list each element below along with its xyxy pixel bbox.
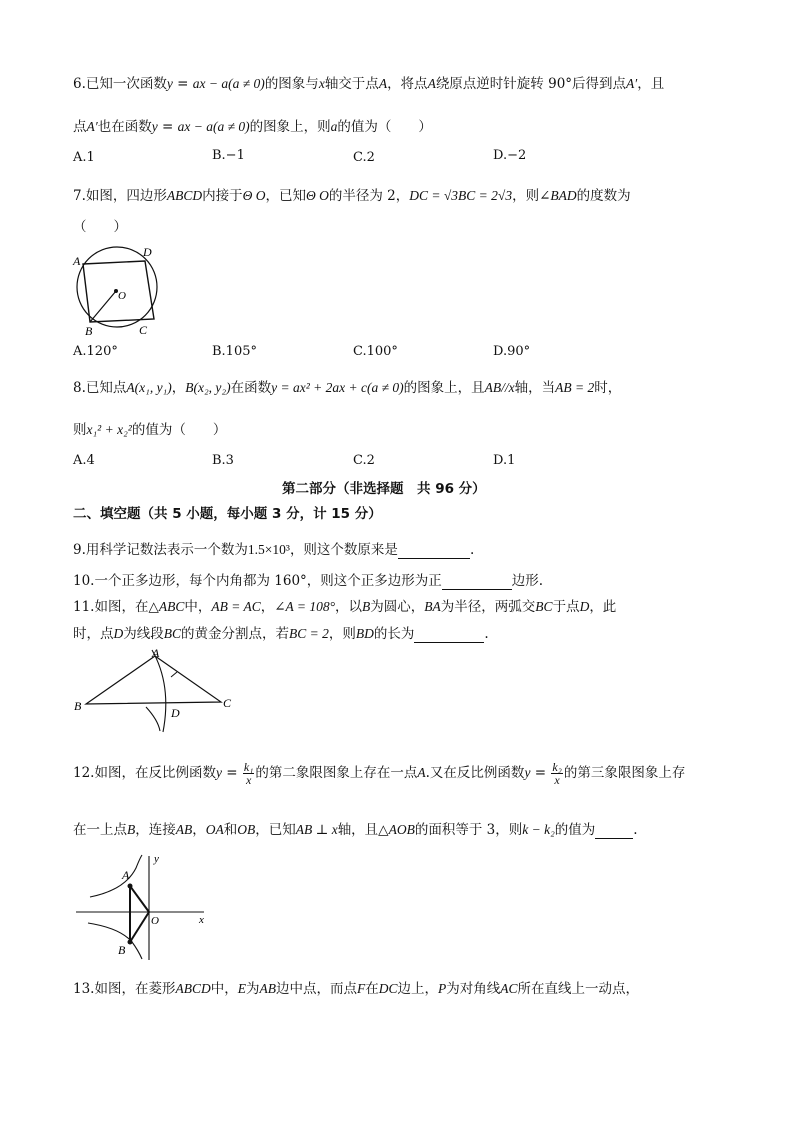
q11-tick: [171, 672, 177, 677]
q11-line-1: 11.如图，在△ABC中，AB = AC，∠A = 108°，以B为圆心，BA为半径，两弧交BC于点D，此: [73, 599, 617, 615]
q6-line-1: 6.已知一次函数y = ax − a(a ≠ 0)的图象与x轴交于点A，将点A绕原点逆时针旋转 90°后得到点A′，且: [73, 76, 665, 92]
q12-segment-oa: [130, 886, 149, 912]
q12-point-a: [128, 884, 133, 889]
q7-radius-ob: [90, 291, 116, 322]
q12-fraction-k1: $\frac{\text{k₁}}{x}$: [243, 760, 254, 787]
q8-line-2: 则x₁² + x₂²的值为（ ）: [73, 422, 227, 438]
q11-label-b: B: [74, 699, 82, 713]
q6-option-d: D.−2: [493, 148, 527, 163]
fill-in-section-heading: 二、填空题（共 5 小题，每小题 3 分，计 15 分）: [73, 506, 382, 522]
q7-option-b: B.105°: [212, 344, 257, 359]
q12-line-1: 12.如图，在反比例函数y = $\frac{\text{k₁}}{x}$ 的第二象限图象上存在一点A.又在反比例函数y = $\frac{\text{k₂}}{x}$ 的第三象限图象上存: [73, 760, 686, 787]
q7-option-c: C.100°: [353, 344, 398, 359]
q11-answer-blank[interactable]: [414, 626, 484, 643]
q11-label-c: C: [223, 696, 232, 710]
q9-answer-blank[interactable]: [398, 542, 470, 559]
q12-label-b: B: [118, 943, 126, 957]
q7-option-d: D.90°: [493, 344, 531, 359]
q12-label-a: A: [122, 868, 130, 882]
q12-point-b: [128, 940, 133, 945]
q12-label-y: y: [154, 853, 159, 865]
q11-figure: [70, 645, 245, 735]
q6-option-c: C.2: [353, 150, 375, 165]
q12-label-o: O: [151, 915, 159, 927]
q8-line-1: 8.已知点A(x₁, y₁)，B(x₂, y₂)在函数y = ax² + 2ax + c(a ≠ 0)的图象上，且AB//x轴，当AB = 2时，: [73, 380, 622, 396]
q12-answer-blank[interactable]: [595, 822, 633, 839]
q13-line-1: 13.如图，在菱形ABCD中，E为AB边中点，而点F在DC边上，P为对角线AC所在直线上一动点，: [73, 981, 640, 997]
q7-label-a: A: [73, 254, 81, 268]
q7-label-c: C: [139, 323, 148, 337]
q12-fraction-k2: $\frac{\text{k₂}}{x}$: [552, 760, 562, 787]
q11-line-2: 时，点D为线段BC的黄金分割点，若BC = 2，则BD的长为 .: [73, 626, 489, 642]
q7-line-1: 7.如图，四边形ABCD内接于Θ O，已知Θ O的半径为 2，DC = √3BC = 2√3，则∠BAD的度数为: [73, 188, 631, 204]
q11-triangle: [86, 656, 221, 704]
q8-option-c: C.2: [353, 453, 375, 468]
q8-option-d: D.1: [493, 453, 516, 468]
q7-label-d: D: [143, 245, 152, 259]
q11-label-a: A: [152, 646, 160, 660]
q10-line: 10.一个正多边形，每个内角都为 160°，则这个正多边形为正 边形.: [73, 573, 544, 589]
part-two-heading: 第二部分（非选择题 共 96 分）: [282, 481, 486, 497]
q7-option-a: A.120°: [73, 344, 118, 359]
q8-option-a: A.4: [73, 453, 95, 468]
q11-label-d: D: [171, 706, 180, 720]
q7-label-o: O: [118, 290, 126, 302]
q6-line-2: 点A′也在函数y = ax − a(a ≠ 0)的图象上，则a的值为（ ）: [73, 119, 432, 135]
q12-line-2: 在一上点B，连接AB，OA和OB，已知AB ⊥ x轴，且△AOB的面积等于 3，则k − k₂的值为 .: [73, 822, 638, 838]
q7-figure: [70, 243, 170, 338]
q12-figure: [70, 850, 215, 965]
q7-paren: （ ）: [73, 219, 127, 235]
q6-option-a: A.1: [73, 150, 95, 165]
q8-option-b: B.3: [212, 453, 234, 468]
q10-answer-blank[interactable]: [442, 573, 512, 590]
q7-label-b: B: [85, 324, 93, 338]
q12-curve-third-quadrant: [88, 923, 142, 959]
q12-label-x: x: [199, 914, 204, 926]
q12-segment-ob: [130, 912, 149, 942]
q9-line: 9.用科学记数法表示一个数为1.5×10³，则这个数原来是 .: [73, 542, 475, 558]
q11-arc-2: [146, 707, 160, 731]
q6-option-b: B.−1: [212, 148, 245, 163]
